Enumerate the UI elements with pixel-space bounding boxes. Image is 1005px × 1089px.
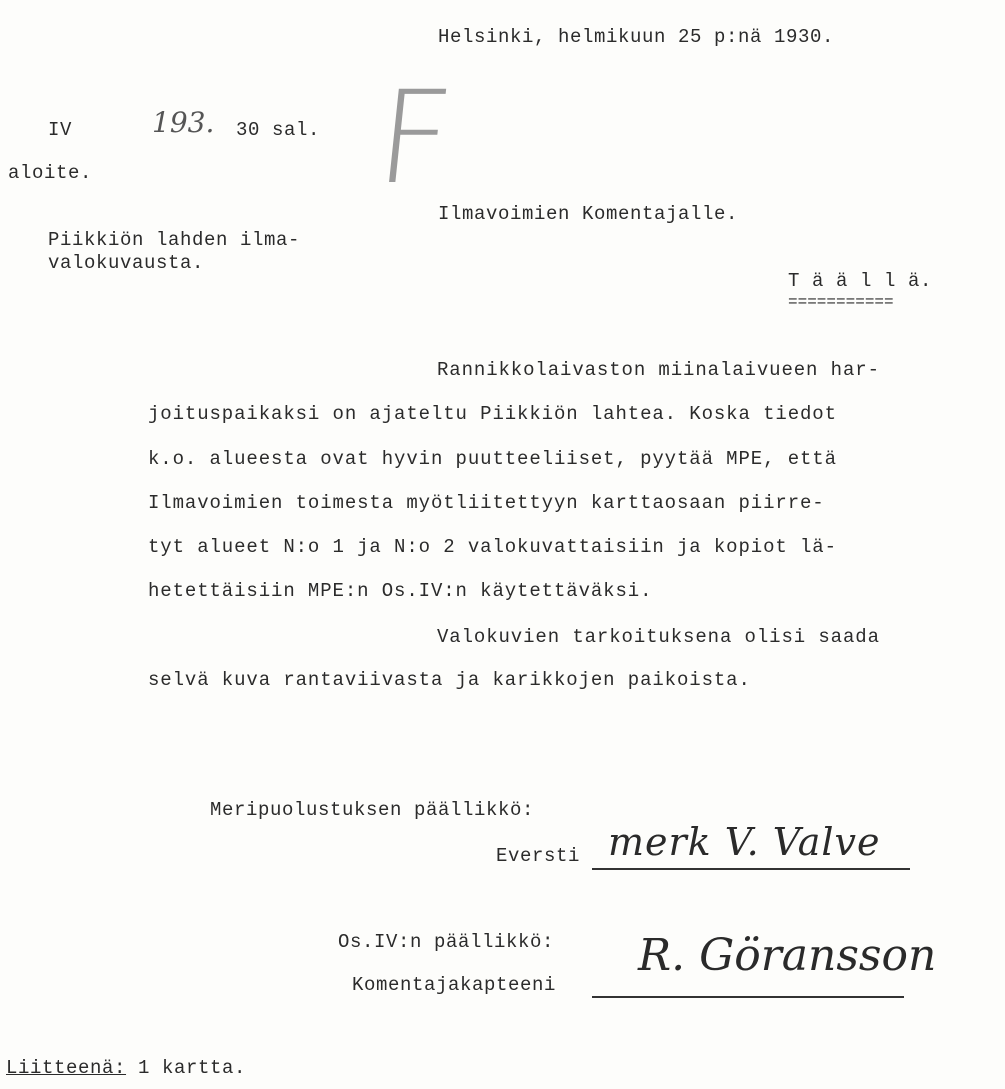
body-line-4: Ilmavoimien toimesta myötliitettyyn karttaosaan piirre- [148, 492, 825, 514]
reference-section: IV [48, 119, 73, 141]
first-signatory-rank: Eversti [496, 845, 581, 867]
local-delivery-underline: =========== [788, 293, 894, 311]
local-delivery: T ä ä l l ä. [788, 270, 933, 292]
body-line-1: Rannikkolaivaston miinalaivueen har- [437, 359, 880, 381]
attachment-label [6, 1057, 246, 1079]
attachment-label-text: Liitteenä: [6, 1057, 127, 1079]
body-line-5: tyt alueet N:o 1 ja N:o 2 valokuvattaisiin ja kopiot lä- [148, 536, 837, 558]
body-line-3: k.o. alueesta ovat hyvin puutteeliiset, pyytää MPE, että [148, 448, 837, 470]
aloite-label: aloite. [8, 162, 93, 184]
reference-number-handwritten: 193. [152, 106, 215, 139]
recipient: Ilmavoimien Komentajalle. [438, 203, 739, 225]
second-signatory-title: Os.IV:n päällikkö: [338, 931, 555, 953]
stamp-letter: F [370, 64, 460, 213]
place-date: Helsinki, helmikuun 25 p:nä 1930. [438, 26, 835, 48]
body-para2-line-2: selvä kuva rantaviivasta ja karikkojen paikoista. [148, 669, 751, 691]
first-signature: merk V. Valve [608, 820, 881, 864]
body-line-2: joituspaikaksi on ajateltu Piikkiön lahtea. Koska tiedot [148, 403, 837, 425]
body-para2-line-1: Valokuvien tarkoituksena olisi saada [437, 626, 880, 648]
reference-suffix: 30 sal. [236, 119, 321, 141]
second-signature-line [592, 996, 904, 998]
second-signature: R. Göransson [638, 930, 937, 981]
first-signature-line [592, 868, 910, 870]
subject-line-2: valokuvausta. [48, 252, 205, 274]
first-signatory-title: Meripuolustuksen päällikkö: [210, 799, 535, 821]
attachment-text: 1 kartta. [138, 1057, 247, 1079]
subject-line-1: Piikkiön lahden ilma- [48, 229, 301, 251]
body-line-6: hetettäisiin MPE:n Os.IV:n käytettäväksi. [148, 580, 653, 602]
second-signatory-rank: Komentajakapteeni [352, 974, 557, 996]
